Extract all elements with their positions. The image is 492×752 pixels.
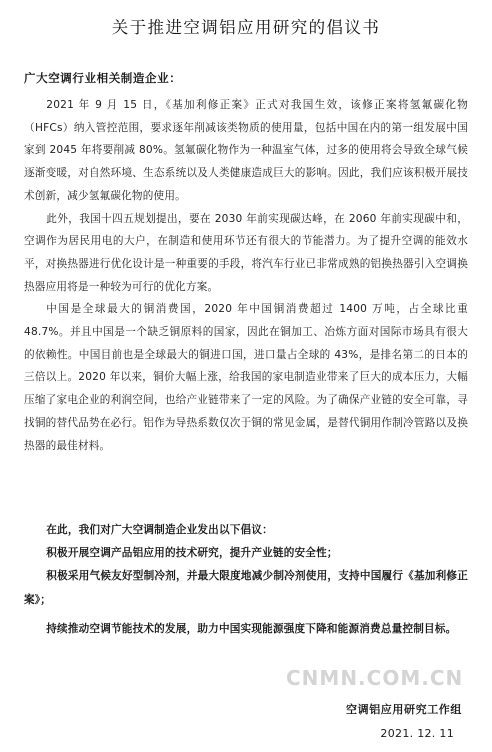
document-body	[24, 94, 468, 457]
document-date: 2021. 12. 11	[380, 727, 454, 740]
initiative-item-3: 持续推动空调节能技术的发展，助力中国实现能源强度下降和能源消费总量控制目标。	[46, 622, 457, 635]
initiative-intro: 在此，我们对广大空调制造企业发出以下倡议：	[46, 524, 273, 536]
paragraph-3: 中国是全球最大的铜消费国，2020 年中国铜消费超过 1400 万吨，占全球比重 48.7%。并且中国是一个缺乏铜原料的国家，因此在铜加工、冶炼方面对国际市场具有很大的依赖性。中国目前也是全球最大的铜进口国，进口量占全球的 43%，是排名第二的日本的三倍以上。2020 年以来，铜价大幅上涨，给我国的家电制造业带来了巨大的成本压力，大幅压缩了家电企业的利润空间，也给产业链带来了一定的风险。为了确保产业链的安全可靠，寻找铜的替代品势在必行。铝作为导热系数仅次于铜的常见金属，是替代铜用作制冷管路以及换热器的最佳材料。	[24, 303, 468, 452]
paragraph-2: 此外，我国十四五规划提出，要在 2030 年前实现碳达峰，在 2060 年前实现碳中和，空调作为居民用电的大户，在制造和使用环节还有很大的节能潜力。为了提升空调的能效水平，对换热器进行优化设计是一种重要的手段，将汽车行业已非常成熟的铝换热器引入空调换热器应用将是一种较为可行的优化方案。	[24, 212, 468, 293]
site-watermark: CNMN.COM.CN	[286, 666, 464, 690]
initiative-item-1: 积极开展空调产品铝应用的技术研究，提升产业链的安全性；	[46, 547, 338, 560]
initiative-item-2: 积极采用气候友好型制冷剂，并最大限度地减少制冷剂使用，支持中国履行《基加利修正案》；	[24, 570, 468, 606]
salutation: 广大空调行业相关制造企业：	[24, 71, 182, 85]
paragraph-1: 2021 年 9 月 15 日，《基加利修正案》正式对我国生效，该修正案将氢氟碳化物（HFCs）纳入管控范围，要求逐年削减该类物质的使用量，包括中国在内的第一组发展中国家到 2045 年将要削减 80%。氢氟碳化物作为一种温室气体，过多的使用将会导致全球气候逐渐变暖，对自然环境、生态系统以及人类健康造成巨大的影响。因此，我们应该积极开展技术创新，减少氢氟碳化物的使用。	[24, 99, 468, 202]
initiatives-section	[24, 519, 468, 641]
signature: 空调铝应用研究工作组	[346, 703, 462, 716]
document-title: 关于推进空调铝应用研究的倡议书	[111, 18, 381, 37]
